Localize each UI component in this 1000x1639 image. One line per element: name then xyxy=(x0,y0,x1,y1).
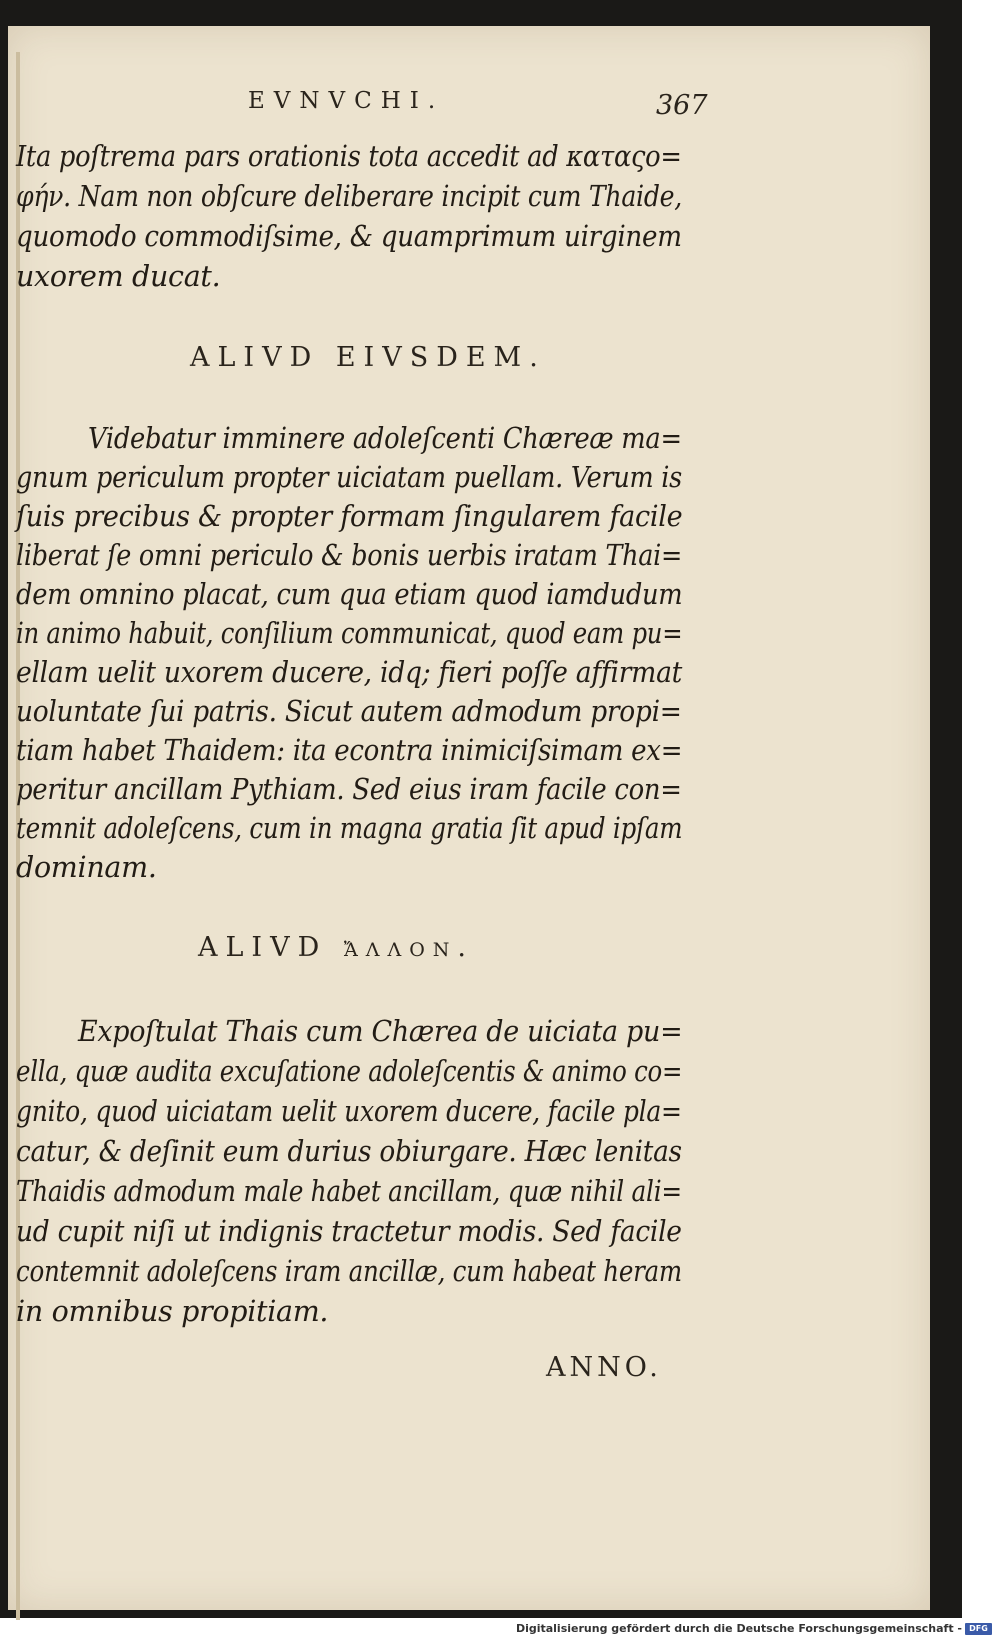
text-line: tiam habet Thaidem: ita econtra inimiciſsimam ex= xyxy=(16,734,683,767)
text-line: catur, & deſinit eum durius obiurgare. Hæc lenitas xyxy=(16,1135,682,1168)
text-line: quomodo commodiſsime, & quamprimum uirginem xyxy=(16,220,682,253)
text-line: ella, quæ audita excuſatione adoleſcentis & animo co= xyxy=(16,1055,683,1088)
text-line: ud cupit niſi ut indignis tractetur modis. Sed facile xyxy=(16,1215,682,1248)
text-line: Expoſtulat Thais cum Chærea de uiciata pu= xyxy=(78,1015,683,1048)
running-head: EVNVCHI. xyxy=(248,88,445,114)
text-line: uoluntate ſui patris. Sicut autem admodum propi= xyxy=(16,695,682,728)
text-line: ſuis precibus & propter formam ſingularem facile xyxy=(16,500,683,533)
footer-bar xyxy=(0,1620,1000,1639)
funding-notice: Digitalisierung gefördert durch die Deutsche Forschungsgemeinschaft - xyxy=(515,1622,962,1635)
text-line: Videbatur imminere adoleſcenti Chæreæ ma= xyxy=(88,422,682,455)
text-line: dem omnino placat, cum qua etiam quod iamdudum xyxy=(16,578,683,611)
section-heading: ALIVD ἄλλον. xyxy=(198,932,474,963)
section-heading: ALIVD EIVSDEM. xyxy=(190,342,546,373)
catchword: ANNO. xyxy=(546,1352,662,1383)
text-line: Thaidis admodum male habet ancillam, quæ nihil ali= xyxy=(16,1175,682,1208)
text-line: uxorem ducat. xyxy=(16,260,221,293)
text-line: liberat ſe omni periculo & bonis uerbis iratam Thai= xyxy=(16,539,683,572)
text-line: gnito, quod uiciatam uelit uxorem ducere, facile pla= xyxy=(16,1095,682,1128)
text-line: ellam uelit uxorem ducere, idq; fieri poſſe affirmat xyxy=(16,656,683,689)
text-line: contemnit adoleſcens iram ancillæ, cum habeat heram xyxy=(16,1255,682,1288)
text-line: in animo habuit, conſilium communicat, quod eam pu= xyxy=(16,617,683,650)
text-line: gnum periculum propter uiciatam puellam. Verum is xyxy=(16,461,682,494)
text-line: Ita poſtrema pars orationis tota accedit ad καταςο= xyxy=(16,140,682,173)
text-line: dominam. xyxy=(16,851,157,884)
page-number: 367 xyxy=(656,90,708,121)
text-line: in omnibus propitiam. xyxy=(16,1295,329,1328)
text-line: φήν. Nam non obſcure deliberare incipit cum Thaide, xyxy=(16,180,683,213)
text-line: temnit adoleſcens, cum in magna gratia ſit apud ipſam xyxy=(16,812,683,845)
text-line: peritur ancillam Pythiam. Sed eius iram facile con= xyxy=(16,773,682,806)
dfg-logo[interactable]: DFG xyxy=(965,1623,992,1635)
